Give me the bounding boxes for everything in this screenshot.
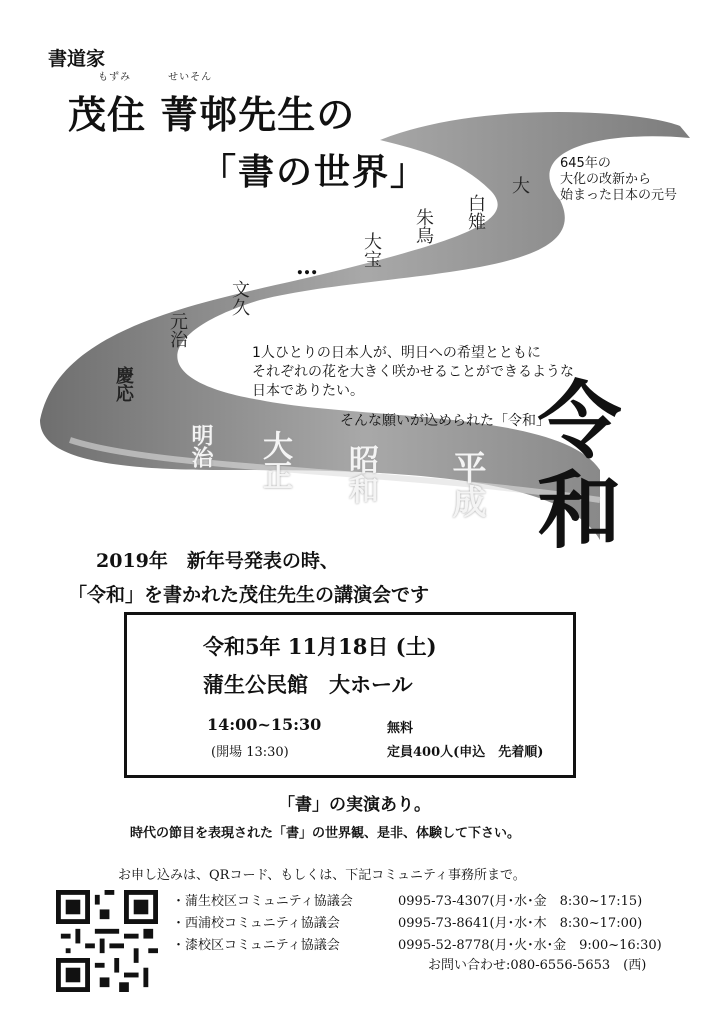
reiwa-calligraphy: 令和	[524, 376, 623, 556]
era-taisho: 大正	[257, 430, 292, 490]
reiwa-message: そんな願いが込められた「令和」	[340, 413, 550, 429]
office-name: ・漆校区コミュニティ協議会	[172, 938, 340, 953]
era-ellipsis: …	[296, 254, 318, 280]
office-row	[172, 890, 662, 912]
era-bunkyu: 文久	[229, 280, 250, 316]
inquiry-phone[interactable]: お問い合わせ:080-6556-5653 (西)	[428, 958, 647, 973]
demo-text: 時代の節目を表現された「書」の世界観、是非、体験して下さい。	[130, 826, 521, 841]
river-note-line: 645年の	[560, 156, 611, 171]
event-details-box	[124, 612, 576, 778]
event-date: 令和5年 11月18日 (土)	[203, 634, 437, 659]
message-line: 日本でありたい。	[252, 383, 364, 399]
contact-intro: お申し込みは、QRコード、もしくは、下記コミュニティ事務所まで。	[118, 868, 526, 883]
era-showa: 昭和	[343, 444, 378, 504]
message-line: それぞれの花を大きく咲かせることができるような	[252, 364, 574, 380]
office-list	[172, 890, 662, 956]
era-meiji: 明治	[188, 424, 214, 468]
office-name: ・西浦校コミュニティ協議会	[172, 916, 340, 931]
intro-line-1: 2019年 新年号発表の時、	[96, 550, 339, 572]
era-hakuchi: 白雉	[465, 194, 486, 230]
message-line: 1人ひとりの日本人が、明日への希望とともに	[252, 345, 541, 361]
era-heisei: 平成	[446, 450, 486, 518]
river-note-line: 大化の改新から	[560, 172, 652, 187]
era-taiho: 大宝	[361, 232, 382, 268]
era-shucho: 朱鳥	[413, 208, 434, 244]
office-phone[interactable]: 0995-52-8778(月･火･水･金 9:00~16:30)	[398, 938, 662, 953]
event-title: 「書の世界」	[200, 151, 429, 193]
event-venue: 蒲生公民館 大ホール	[203, 672, 413, 697]
office-name: ・蒲生校区コミュニティ協議会	[172, 894, 353, 909]
era-keio: 慶応	[113, 366, 134, 402]
name-ruby: もずみ せいそん	[98, 72, 213, 83]
intro-line-2: 「令和」を書かれた茂住先生の講演会です	[68, 584, 430, 606]
river-note-line: 始まった日本の元号	[560, 188, 678, 203]
qr-code[interactable]	[56, 890, 158, 992]
doors-open: (開場 13:30)	[211, 745, 289, 760]
lecturer-name: 茂住 菁邨先生の	[68, 92, 356, 137]
event-time: 14:00~15:30	[207, 715, 322, 734]
office-row	[172, 934, 662, 956]
office-phone[interactable]: 0995-73-8641(月･水･木 8:30~17:00)	[398, 916, 643, 931]
event-capacity: 定員400人(申込 先着順)	[387, 745, 544, 760]
era-genji: 元治	[167, 312, 188, 348]
office-row	[172, 912, 662, 934]
office-phone[interactable]: 0995-73-4307(月･水･金 8:30~17:15)	[398, 894, 643, 909]
era-taika: 大	[509, 176, 530, 194]
hope-message	[252, 344, 574, 401]
profession-label: 書道家	[48, 48, 106, 70]
event-fee: 無料	[387, 721, 414, 736]
demo-headline: 「書」の実演あり。	[278, 795, 431, 815]
river-note	[560, 156, 677, 204]
